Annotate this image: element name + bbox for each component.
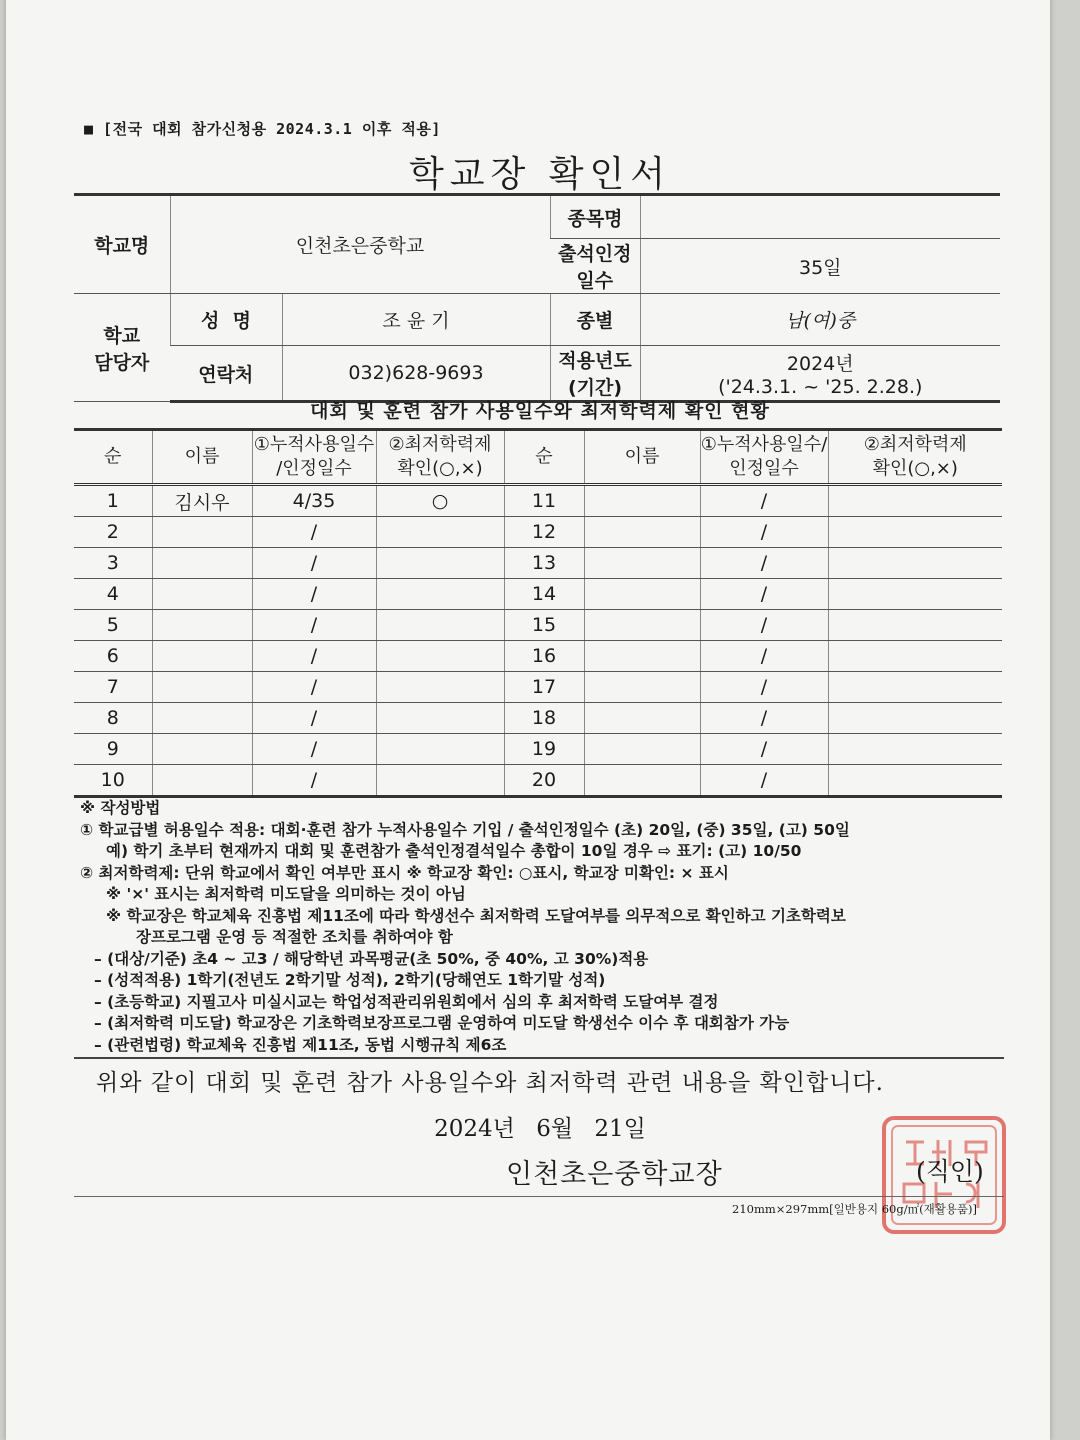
row-number: 7	[74, 672, 152, 703]
note-line: – (초등학교) 지필고사 미실시교는 학업성적관리위원회에서 심의 후 최저학력 도달여부 결정	[94, 992, 719, 1011]
issue-date: 2024년 6월 21일	[434, 1116, 646, 1142]
row-check-right	[828, 610, 1002, 641]
row-check	[376, 579, 504, 610]
row-number-right: 18	[504, 703, 584, 734]
row-days-right: /	[700, 610, 828, 641]
divider	[74, 1057, 1004, 1059]
row-number-right: 13	[504, 548, 584, 579]
row-days-right: /	[700, 485, 828, 517]
row-name-right	[584, 485, 700, 517]
manager-name: 조 윤 기	[282, 294, 550, 346]
header-check: ②최저학력제 확인(○,×)	[376, 430, 504, 485]
attendance-label: 출석인정 일수	[550, 239, 640, 294]
row-check	[376, 765, 504, 797]
note-line: ① 학교급별 허용일수 적용: 대회·훈련 참가 누적사용일수 기입 / 출석인정일수 (초) 20일, (중) 35일, (고) 50일	[80, 820, 850, 839]
seal-label: (직인)	[916, 1157, 984, 1186]
row-days: /	[252, 641, 376, 672]
table-row	[74, 548, 1002, 579]
event-value	[640, 195, 1000, 239]
year-label: 적용년도 (기간)	[550, 346, 640, 402]
row-check-right	[828, 517, 1002, 548]
row-number-right: 12	[504, 517, 584, 548]
row-number: 6	[74, 641, 152, 672]
table-row	[74, 765, 1002, 797]
row-days: /	[252, 734, 376, 765]
row-name	[152, 517, 252, 548]
note-line: ※ 학교장은 학교체육 진흥법 제11조에 따라 학생선수 최저학력 도달여부를 의무적으로 확인하고 기초학력보	[106, 906, 846, 925]
row-name-right	[584, 548, 700, 579]
header-note: ■ [전국 대회 참가신청용 2024.3.1 이후 적용]	[84, 120, 441, 138]
contact-label: 연락처	[170, 346, 282, 402]
row-days: 4/35	[252, 485, 376, 517]
row-days-right: /	[700, 734, 828, 765]
row-name	[152, 765, 252, 797]
table-row	[74, 517, 1002, 548]
event-label: 종목명	[550, 195, 640, 239]
school-name: 인천초은중학교	[170, 195, 550, 294]
school-label: 학교명	[74, 195, 170, 294]
attendance-value: 35일	[640, 239, 1000, 294]
row-name	[152, 579, 252, 610]
row-number: 8	[74, 703, 152, 734]
header-no: 순	[74, 430, 152, 485]
row-check	[376, 703, 504, 734]
row-check	[376, 672, 504, 703]
row-check: ○	[376, 485, 504, 517]
row-name	[152, 641, 252, 672]
row-number: 10	[74, 765, 152, 797]
row-days-right: /	[700, 765, 828, 797]
row-check-right	[828, 641, 1002, 672]
row-days-right: /	[700, 703, 828, 734]
row-name	[152, 672, 252, 703]
row-name-right	[584, 610, 700, 641]
section-title: 대회 및 훈련 참가 사용일수와 최저학력제 확인 현황	[310, 400, 770, 422]
row-number: 1	[74, 485, 152, 517]
row-check-right	[828, 734, 1002, 765]
row-number-right: 16	[504, 641, 584, 672]
row-number: 2	[74, 517, 152, 548]
row-check-right	[828, 579, 1002, 610]
row-number: 4	[74, 579, 152, 610]
row-name-right	[584, 641, 700, 672]
note-line: – (성적적용) 1학기(전년도 2학기말 성적), 2학기(당해연도 1학기말 성적)	[94, 971, 606, 989]
row-check-right	[828, 548, 1002, 579]
name-label: 성 명	[170, 294, 282, 346]
note-line: ※ '×' 표시는 최저학력 미도달을 의미하는 것이 아님	[106, 885, 466, 903]
table-row	[74, 641, 1002, 672]
note-line: 장프로그램 운영 등 적절한 조치를 취하여야 함	[136, 928, 453, 946]
row-name-right	[584, 672, 700, 703]
note-line: ② 최저학력제: 단위 학교에서 확인 여부만 표시 ※ 학교장 확인: ○표시, 학교장 미확인: × 표시	[80, 863, 729, 882]
row-days-right: /	[700, 672, 828, 703]
row-check	[376, 517, 504, 548]
header-name-right: 이름	[584, 430, 700, 485]
row-name-right	[584, 765, 700, 797]
principal-name: 인천초은중학교장	[506, 1159, 723, 1190]
row-days: /	[252, 579, 376, 610]
row-check	[376, 548, 504, 579]
row-name-right	[584, 734, 700, 765]
row-name-right	[584, 517, 700, 548]
division-label: 종별	[550, 294, 640, 346]
row-days: /	[252, 548, 376, 579]
row-days-right: /	[700, 579, 828, 610]
table-row	[74, 485, 1002, 517]
row-days: /	[252, 672, 376, 703]
footer-divider	[74, 1196, 1004, 1197]
table-row	[74, 703, 1002, 734]
row-number: 3	[74, 548, 152, 579]
row-days: /	[252, 703, 376, 734]
row-name	[152, 734, 252, 765]
row-check-right	[828, 485, 1002, 517]
row-number-right: 15	[504, 610, 584, 641]
row-number-right: 19	[504, 734, 584, 765]
table-row	[74, 672, 1002, 703]
row-check	[376, 734, 504, 765]
year-value: 2024년 ('24.3.1. ~ '25. 2.28.)	[640, 346, 1000, 402]
row-name	[152, 610, 252, 641]
row-number: 9	[74, 734, 152, 765]
document-title: 학교장 확인서	[408, 154, 672, 195]
table-row	[74, 734, 1002, 765]
row-name	[152, 703, 252, 734]
row-number-right: 20	[504, 765, 584, 797]
row-number-right: 17	[504, 672, 584, 703]
row-number-right: 14	[504, 579, 584, 610]
row-number: 5	[74, 610, 152, 641]
table-row	[74, 579, 1002, 610]
note-line: – (최저학력 미도달) 학교장은 기초학력보장프로그램 운영하여 미도달 학생선수 이수 후 대회참가 가능	[94, 1014, 790, 1032]
row-days: /	[252, 765, 376, 797]
header-days: ①누적사용일수 /인정일수	[252, 430, 376, 485]
row-name-right	[584, 579, 700, 610]
row-name: 김시우	[152, 485, 252, 517]
header-name: 이름	[152, 430, 252, 485]
contact-value: 032)628-9693	[282, 346, 550, 402]
division-value: 남(여)중	[640, 294, 1000, 346]
participation-table	[74, 428, 1002, 798]
row-days: /	[252, 517, 376, 548]
info-table	[74, 193, 1000, 403]
header-no-right: 순	[504, 430, 584, 485]
note-line: 예) 학기 초부터 현재까지 대회 및 훈련참가 출석인정결석일수 총합이 10일 경우 ⇨ 표기: (고) 10/50	[106, 842, 802, 860]
row-number-right: 11	[504, 485, 584, 517]
row-name-right	[584, 703, 700, 734]
notes-heading: ※ 작성방법	[80, 799, 161, 817]
row-check	[376, 610, 504, 641]
confirmation-text: 위와 같이 대회 및 훈련 참가 사용일수와 최저학력 관련 내용을 확인합니다.	[96, 1070, 884, 1096]
row-days: /	[252, 610, 376, 641]
row-check-right	[828, 703, 1002, 734]
row-name	[152, 548, 252, 579]
note-line: – (대상/기준) 초4 ~ 고3 / 해당학년 과목평균(초 50%, 중 40%, 고 30%)적용	[94, 949, 649, 968]
header-days-right: ①누적사용일수/ 인정일수	[700, 430, 828, 485]
note-line: – (관련법령) 학교체육 진흥법 제11조, 동법 시행규칙 제6조	[94, 1035, 507, 1054]
row-check-right	[828, 672, 1002, 703]
table-row	[74, 610, 1002, 641]
paper-spec: 210mm×297mm[일반용지 60g/㎡(재활용품)]	[732, 1202, 977, 1216]
row-days-right: /	[700, 641, 828, 672]
row-days-right: /	[700, 548, 828, 579]
row-check	[376, 641, 504, 672]
notes-section	[80, 798, 1010, 1056]
row-days-right: /	[700, 517, 828, 548]
manager-label: 학교 담당자	[74, 294, 170, 402]
table-body	[74, 485, 1002, 797]
header-check-right: ②최저학력제 확인(○,×)	[828, 430, 1002, 485]
row-check-right	[828, 765, 1002, 797]
